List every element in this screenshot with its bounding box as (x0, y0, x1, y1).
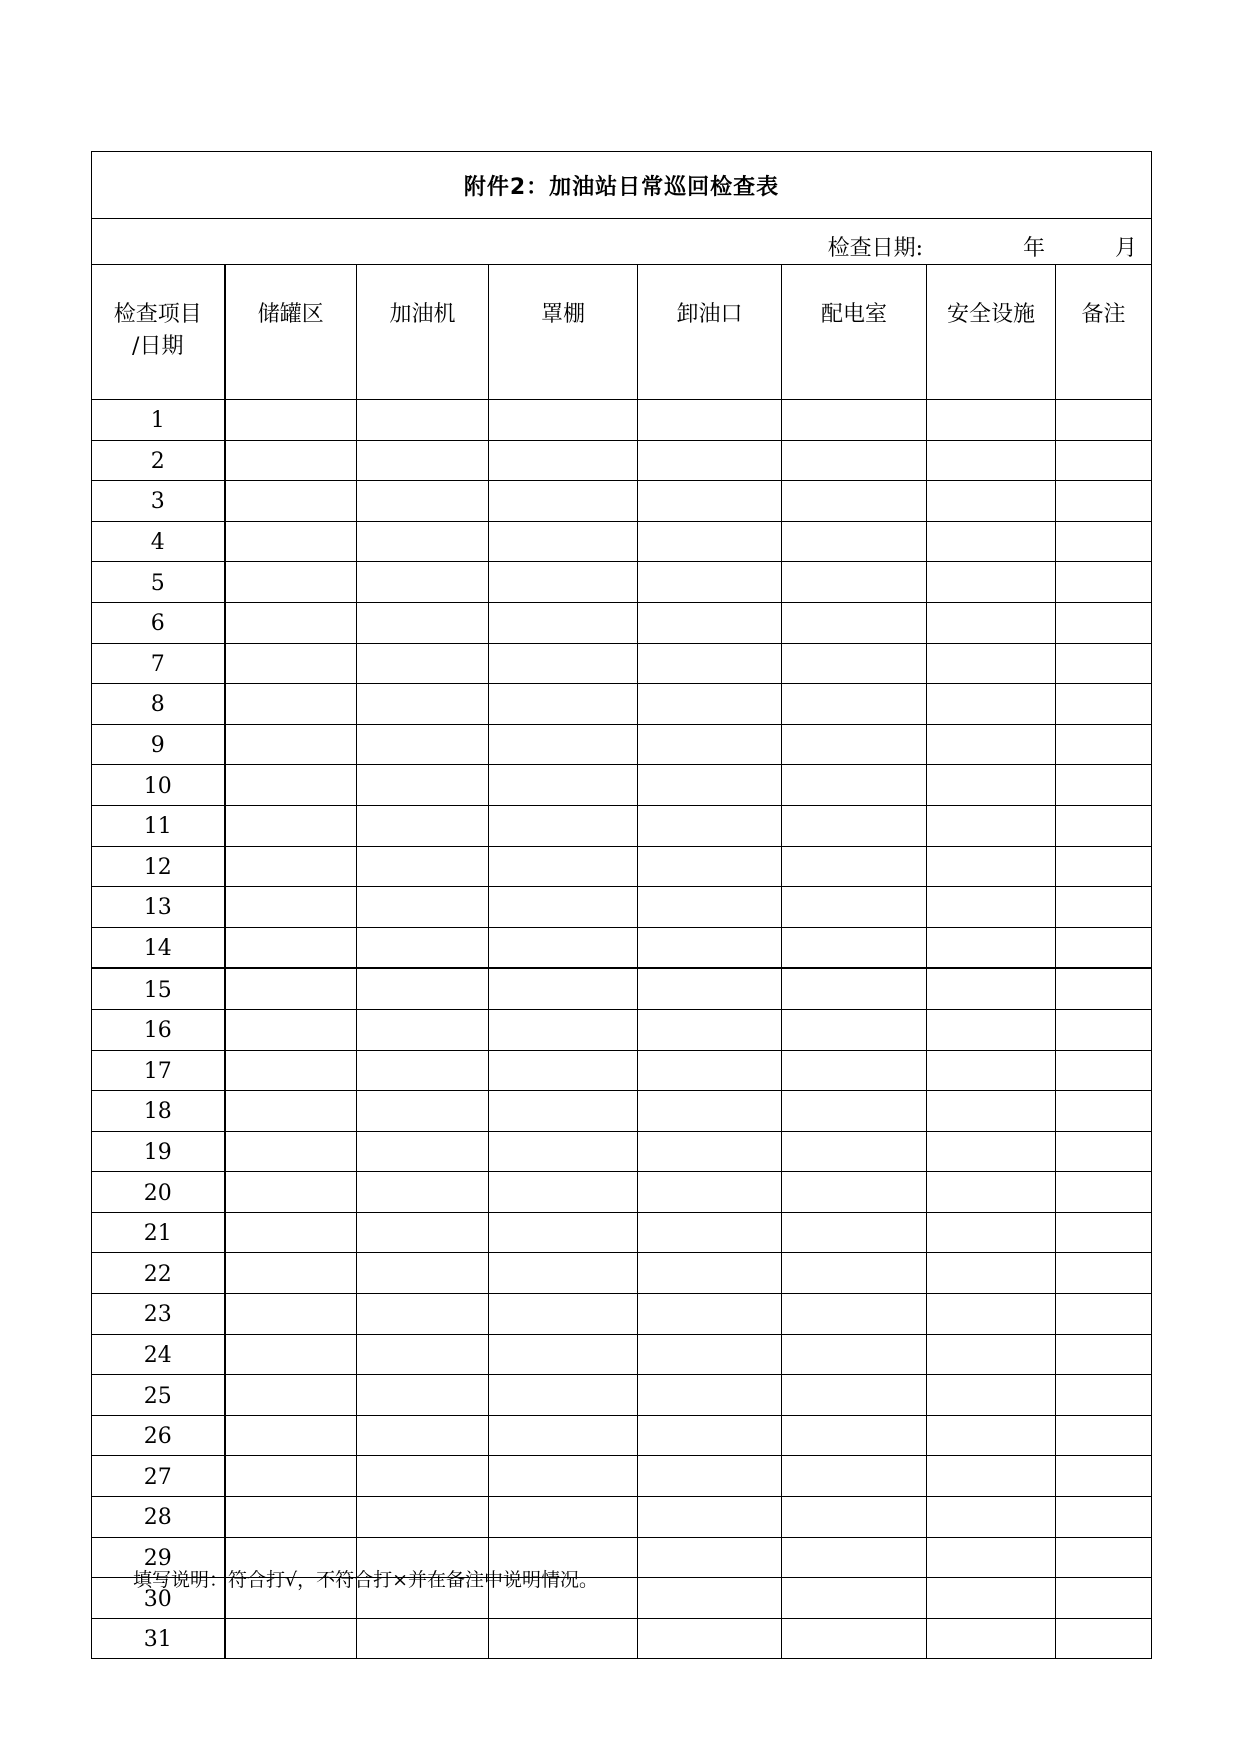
check-cell[interactable] (225, 684, 357, 725)
check-cell[interactable] (489, 1009, 638, 1050)
check-cell[interactable] (489, 887, 638, 928)
check-cell[interactable] (638, 724, 782, 765)
day-number: 30 (92, 1578, 225, 1619)
header-canopy: 罩棚 (489, 265, 638, 400)
check-cell[interactable] (782, 1456, 927, 1497)
day-number: 2 (92, 440, 225, 481)
check-cell[interactable] (1056, 1294, 1152, 1335)
table-row (92, 481, 1152, 522)
check-cell[interactable] (225, 1253, 357, 1294)
check-cell[interactable] (225, 400, 357, 441)
day-number: 22 (92, 1253, 225, 1294)
check-cell[interactable] (225, 562, 357, 603)
check-cell[interactable] (1056, 968, 1152, 1009)
check-cell[interactable] (638, 765, 782, 806)
check-cell[interactable] (638, 1050, 782, 1091)
check-cell[interactable] (357, 1294, 489, 1335)
check-cell[interactable] (357, 1253, 489, 1294)
day-number: 15 (92, 968, 225, 1009)
header-safety-facilities: 安全设施 (927, 265, 1056, 400)
check-cell[interactable] (927, 1212, 1056, 1253)
check-cell[interactable] (927, 602, 1056, 643)
check-cell[interactable] (225, 1009, 357, 1050)
day-number: 23 (92, 1294, 225, 1335)
check-cell[interactable] (927, 1497, 1056, 1538)
check-cell[interactable] (638, 684, 782, 725)
check-cell[interactable] (357, 1497, 489, 1538)
check-cell[interactable] (927, 1618, 1056, 1659)
check-cell[interactable] (638, 643, 782, 684)
day-number: 6 (92, 602, 225, 643)
page-title: 附件2：加油站日常巡回检查表 (92, 152, 1152, 219)
check-cell[interactable] (927, 1172, 1056, 1213)
check-cell[interactable] (782, 481, 927, 522)
check-cell[interactable] (357, 1415, 489, 1456)
check-cell[interactable] (782, 724, 927, 765)
check-cell[interactable] (782, 440, 927, 481)
check-cell[interactable] (489, 1294, 638, 1335)
check-cell[interactable] (927, 1537, 1056, 1578)
year-label: 年 (1023, 236, 1046, 261)
check-cell[interactable] (638, 927, 782, 968)
check-cell[interactable] (782, 1253, 927, 1294)
check-cell[interactable] (1056, 684, 1152, 725)
check-cell[interactable] (782, 1497, 927, 1538)
check-cell[interactable] (638, 1212, 782, 1253)
check-cell[interactable] (927, 400, 1056, 441)
check-cell[interactable] (489, 643, 638, 684)
day-number: 7 (92, 643, 225, 684)
check-cell[interactable] (1056, 765, 1152, 806)
day-number: 31 (92, 1618, 225, 1659)
check-cell[interactable] (357, 805, 489, 846)
check-cell[interactable] (357, 400, 489, 441)
check-cell[interactable] (782, 1172, 927, 1213)
table-row (92, 968, 1152, 1009)
check-cell[interactable] (927, 1294, 1056, 1335)
table-row (92, 805, 1152, 846)
check-cell[interactable] (927, 724, 1056, 765)
check-cell[interactable] (489, 805, 638, 846)
check-cell[interactable] (489, 1415, 638, 1456)
day-number: 13 (92, 887, 225, 928)
day-number: 26 (92, 1415, 225, 1456)
check-cell[interactable] (225, 1456, 357, 1497)
check-cell[interactable] (489, 1456, 638, 1497)
check-cell[interactable] (225, 1131, 357, 1172)
table-row (92, 1497, 1152, 1538)
check-cell[interactable] (927, 521, 1056, 562)
check-cell[interactable] (357, 1375, 489, 1416)
check-cell[interactable] (782, 602, 927, 643)
check-cell[interactable] (225, 643, 357, 684)
table-row (92, 643, 1152, 684)
check-cell[interactable] (638, 1456, 782, 1497)
table-row (92, 1009, 1152, 1050)
check-cell[interactable] (1056, 602, 1152, 643)
check-cell[interactable] (927, 440, 1056, 481)
check-cell[interactable] (782, 1334, 927, 1375)
check-cell[interactable] (1056, 1131, 1152, 1172)
table-row (92, 562, 1152, 603)
header-power-room: 配电室 (782, 265, 927, 400)
check-cell[interactable] (927, 1456, 1056, 1497)
day-number: 25 (92, 1375, 225, 1416)
check-cell[interactable] (927, 927, 1056, 968)
check-cell[interactable] (927, 887, 1056, 928)
check-cell[interactable] (782, 1131, 927, 1172)
table-row (92, 602, 1152, 643)
table-row (92, 1212, 1152, 1253)
table-row (92, 1456, 1152, 1497)
check-cell[interactable] (489, 927, 638, 968)
check-cell[interactable] (225, 846, 357, 887)
check-cell[interactable] (927, 1091, 1056, 1132)
check-cell[interactable] (225, 1334, 357, 1375)
check-cell[interactable] (638, 400, 782, 441)
day-number: 5 (92, 562, 225, 603)
check-cell[interactable] (225, 968, 357, 1009)
check-cell[interactable] (225, 765, 357, 806)
check-cell[interactable] (357, 562, 489, 603)
check-cell[interactable] (357, 1172, 489, 1213)
check-cell[interactable] (225, 805, 357, 846)
check-cell[interactable] (638, 1497, 782, 1538)
check-cell[interactable] (638, 562, 782, 603)
check-cell[interactable] (638, 440, 782, 481)
check-cell[interactable] (1056, 481, 1152, 522)
check-cell[interactable] (357, 846, 489, 887)
check-cell[interactable] (225, 481, 357, 522)
table-row (92, 1415, 1152, 1456)
check-cell[interactable] (638, 1618, 782, 1659)
table-row (92, 724, 1152, 765)
check-cell[interactable] (357, 602, 489, 643)
check-cell[interactable] (357, 1091, 489, 1132)
check-cell[interactable] (927, 562, 1056, 603)
check-cell[interactable] (638, 846, 782, 887)
check-cell[interactable] (1056, 440, 1152, 481)
check-cell[interactable] (927, 846, 1056, 887)
check-cell[interactable] (1056, 846, 1152, 887)
check-cell[interactable] (927, 643, 1056, 684)
table-row (92, 846, 1152, 887)
check-cell[interactable] (638, 602, 782, 643)
check-cell[interactable] (1056, 1537, 1152, 1578)
check-cell[interactable] (489, 1172, 638, 1213)
check-cell[interactable] (357, 1456, 489, 1497)
check-cell[interactable] (489, 765, 638, 806)
check-cell[interactable] (638, 1253, 782, 1294)
check-cell[interactable] (357, 1334, 489, 1375)
check-cell[interactable] (1056, 1578, 1152, 1619)
check-cell[interactable] (225, 1091, 357, 1132)
check-cell[interactable] (225, 602, 357, 643)
table-row (92, 400, 1152, 441)
check-cell[interactable] (357, 684, 489, 725)
check-cell[interactable] (927, 481, 1056, 522)
check-cell[interactable] (782, 1375, 927, 1416)
check-cell[interactable] (638, 887, 782, 928)
check-cell[interactable] (225, 1618, 357, 1659)
check-cell[interactable] (489, 602, 638, 643)
table-row (92, 1253, 1152, 1294)
check-cell[interactable] (1056, 1497, 1152, 1538)
inspection-table (91, 151, 1152, 1659)
day-number: 17 (92, 1050, 225, 1091)
check-cell[interactable] (489, 1050, 638, 1091)
check-cell[interactable] (782, 400, 927, 441)
check-cell[interactable] (1056, 1009, 1152, 1050)
check-cell[interactable] (489, 968, 638, 1009)
check-cell[interactable] (782, 1415, 927, 1456)
check-cell[interactable] (357, 643, 489, 684)
check-cell[interactable] (1056, 1050, 1152, 1091)
check-cell[interactable] (782, 1618, 927, 1659)
check-cell[interactable] (927, 765, 1056, 806)
day-number: 18 (92, 1091, 225, 1132)
check-cell[interactable] (357, 887, 489, 928)
check-cell[interactable] (782, 968, 927, 1009)
table-row (92, 1131, 1152, 1172)
check-cell[interactable] (1056, 1334, 1152, 1375)
table-row (92, 1091, 1152, 1132)
check-cell[interactable] (357, 927, 489, 968)
check-cell[interactable] (927, 1253, 1056, 1294)
check-cell[interactable] (1056, 805, 1152, 846)
check-cell[interactable] (927, 1334, 1056, 1375)
check-cell[interactable] (638, 1334, 782, 1375)
day-number: 3 (92, 481, 225, 522)
check-cell[interactable] (782, 1578, 927, 1619)
fill-instructions: 填写说明：符合打√，不符合打×并在备注中说明情况。 (133, 1569, 599, 1591)
check-cell[interactable] (927, 1009, 1056, 1050)
check-cell[interactable] (489, 1375, 638, 1416)
check-cell[interactable] (225, 1375, 357, 1416)
check-cell[interactable] (357, 1131, 489, 1172)
inspection-sheet (91, 151, 1151, 1659)
check-cell[interactable] (782, 684, 927, 725)
day-number: 24 (92, 1334, 225, 1375)
check-cell[interactable] (357, 440, 489, 481)
check-cell[interactable] (1056, 1172, 1152, 1213)
check-cell[interactable] (638, 1294, 782, 1335)
table-row (92, 765, 1152, 806)
check-cell[interactable] (489, 562, 638, 603)
header-remarks: 备注 (1056, 265, 1152, 400)
check-cell[interactable] (927, 1578, 1056, 1619)
check-cell[interactable] (638, 1131, 782, 1172)
check-cell[interactable] (638, 1578, 782, 1619)
day-number: 9 (92, 724, 225, 765)
check-cell[interactable] (225, 1294, 357, 1335)
check-cell[interactable] (357, 1009, 489, 1050)
check-cell[interactable] (782, 1050, 927, 1091)
month-label: 月 (1115, 236, 1138, 261)
check-cell[interactable] (1056, 643, 1152, 684)
inspection-date-line (92, 219, 1152, 265)
check-cell[interactable] (1056, 887, 1152, 928)
check-cell[interactable] (782, 1212, 927, 1253)
inspection-date-label: 检查日期: (827, 236, 924, 261)
check-cell[interactable] (782, 927, 927, 968)
table-row (92, 1294, 1152, 1335)
check-cell[interactable] (489, 1131, 638, 1172)
check-cell[interactable] (489, 400, 638, 441)
check-cell[interactable] (1056, 1091, 1152, 1132)
check-cell[interactable] (357, 521, 489, 562)
day-number: 19 (92, 1131, 225, 1172)
header-tank-area: 储罐区 (225, 265, 357, 400)
check-cell[interactable] (638, 1172, 782, 1213)
check-cell[interactable] (225, 1415, 357, 1456)
check-cell[interactable] (489, 1497, 638, 1538)
check-cell[interactable] (927, 1131, 1056, 1172)
check-cell[interactable] (782, 643, 927, 684)
check-cell[interactable] (489, 481, 638, 522)
check-cell[interactable] (357, 1212, 489, 1253)
check-cell[interactable] (489, 1091, 638, 1132)
header-item-date: 检查项目 /日期 (92, 265, 225, 400)
check-cell[interactable] (1056, 927, 1152, 968)
check-cell[interactable] (638, 1009, 782, 1050)
check-cell[interactable] (638, 521, 782, 562)
check-cell[interactable] (225, 1050, 357, 1091)
day-number: 16 (92, 1009, 225, 1050)
check-cell[interactable] (782, 1009, 927, 1050)
check-cell[interactable] (927, 968, 1056, 1009)
check-cell[interactable] (638, 805, 782, 846)
check-cell[interactable] (638, 481, 782, 522)
table-row (92, 440, 1152, 481)
check-cell[interactable] (782, 1294, 927, 1335)
check-cell[interactable] (1056, 1253, 1152, 1294)
check-cell[interactable] (927, 1375, 1056, 1416)
check-cell[interactable] (489, 846, 638, 887)
day-number: 29 (92, 1537, 225, 1578)
check-cell[interactable] (638, 1375, 782, 1416)
day-number: 14 (92, 927, 225, 968)
check-cell[interactable] (225, 1172, 357, 1213)
check-cell[interactable] (225, 724, 357, 765)
check-cell[interactable] (489, 724, 638, 765)
check-cell[interactable] (1056, 724, 1152, 765)
check-cell[interactable] (927, 1050, 1056, 1091)
table-row (92, 887, 1152, 928)
check-cell[interactable] (638, 1091, 782, 1132)
table-row (92, 684, 1152, 725)
check-cell[interactable] (489, 440, 638, 481)
day-number: 4 (92, 521, 225, 562)
day-number: 21 (92, 1212, 225, 1253)
check-cell[interactable] (927, 684, 1056, 725)
check-cell[interactable] (1056, 1375, 1152, 1416)
table-row (92, 1618, 1152, 1659)
table-row (92, 927, 1152, 968)
check-cell[interactable] (489, 521, 638, 562)
table-row (92, 521, 1152, 562)
table-header-row (92, 265, 1152, 400)
check-cell[interactable] (357, 968, 489, 1009)
check-cell[interactable] (225, 887, 357, 928)
check-cell[interactable] (225, 1212, 357, 1253)
check-cell[interactable] (1056, 1415, 1152, 1456)
check-cell[interactable] (225, 927, 357, 968)
day-number: 1 (92, 400, 225, 441)
day-number: 12 (92, 846, 225, 887)
day-number: 28 (92, 1497, 225, 1538)
check-cell[interactable] (489, 1334, 638, 1375)
check-cell[interactable] (489, 1253, 638, 1294)
check-cell[interactable] (782, 1091, 927, 1132)
check-cell[interactable] (1056, 1212, 1152, 1253)
check-cell[interactable] (782, 562, 927, 603)
day-number: 11 (92, 805, 225, 846)
check-cell[interactable] (489, 684, 638, 725)
check-cell[interactable] (1056, 1456, 1152, 1497)
check-cell[interactable] (357, 1618, 489, 1659)
check-cell[interactable] (357, 724, 489, 765)
check-cell[interactable] (638, 1537, 782, 1578)
check-cell[interactable] (638, 968, 782, 1009)
check-cell[interactable] (489, 1618, 638, 1659)
table-row (92, 1050, 1152, 1091)
check-cell[interactable] (927, 1415, 1056, 1456)
check-cell[interactable] (782, 1537, 927, 1578)
check-cell[interactable] (782, 887, 927, 928)
check-cell[interactable] (782, 521, 927, 562)
check-cell[interactable] (1056, 400, 1152, 441)
check-cell[interactable] (1056, 562, 1152, 603)
header-dispenser: 加油机 (357, 265, 489, 400)
day-number: 10 (92, 765, 225, 806)
table-row (92, 1334, 1152, 1375)
table-row (92, 1172, 1152, 1213)
check-cell[interactable] (782, 805, 927, 846)
check-cell[interactable] (782, 846, 927, 887)
day-number: 27 (92, 1456, 225, 1497)
check-cell[interactable] (357, 481, 489, 522)
day-number: 8 (92, 684, 225, 725)
check-cell[interactable] (357, 1050, 489, 1091)
table-row (92, 1375, 1152, 1416)
check-cell[interactable] (927, 805, 1056, 846)
check-cell[interactable] (357, 765, 489, 806)
check-cell[interactable] (225, 440, 357, 481)
day-number: 20 (92, 1172, 225, 1213)
check-cell[interactable] (782, 765, 927, 806)
check-cell[interactable] (1056, 521, 1152, 562)
check-cell[interactable] (489, 1212, 638, 1253)
check-cell[interactable] (225, 1497, 357, 1538)
check-cell[interactable] (638, 1415, 782, 1456)
check-cell[interactable] (1056, 1618, 1152, 1659)
header-unloading-port: 卸油口 (638, 265, 782, 400)
check-cell[interactable] (225, 521, 357, 562)
